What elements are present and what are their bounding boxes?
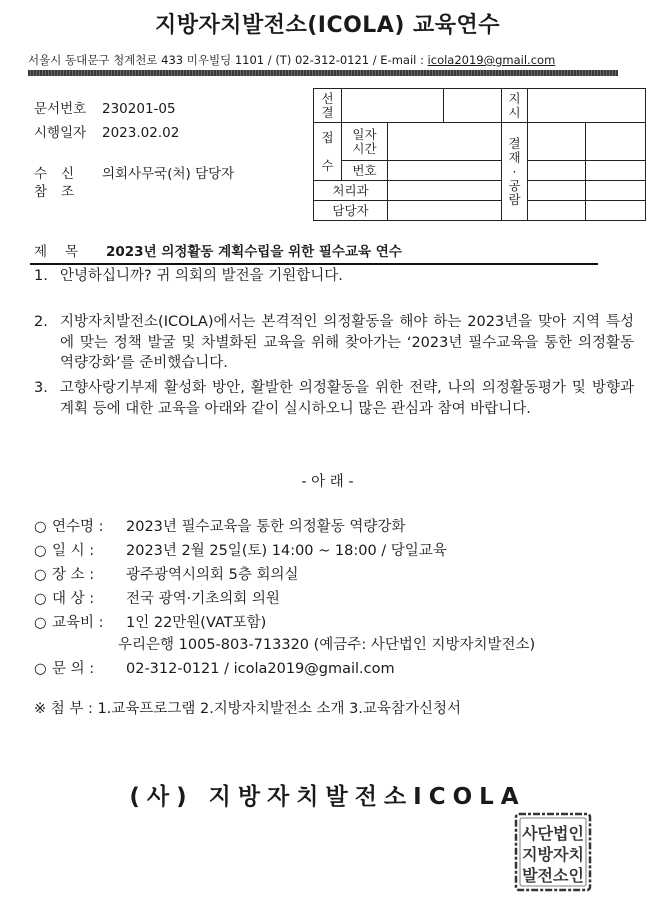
detail-label: 장 소 : [52,567,95,583]
paragraph-2 [34,312,634,374]
circle-bullet-icon: ○ [34,591,47,607]
seongyeol-sign-cell [342,89,444,123]
gyeoljae-gongram-cell: 결 재 · 공 람 [502,123,528,221]
number-cell: 번호 [342,161,388,181]
reference-label: 참조 [34,184,89,200]
paragraph-number: 1. [34,268,48,284]
subject-divider [30,263,598,265]
attachment-line: ※ 첨 부 : 1.교육프로그램 2.지방자치발전소 소개 3.교육참가신청서 [34,701,461,717]
circle-bullet-icon: ○ [34,519,47,535]
gyeoljae-sign-d [586,161,646,181]
number-value-cell [388,161,502,181]
detail-value: 2023년 필수교육을 통한 의정활동 역량강화 [126,519,406,535]
document-title: 지방자치발전소(ICOLA) 교육연수 [154,13,501,38]
seal-text-line-1: 사단법인 [522,824,584,843]
circle-bullet-icon: ○ [34,543,47,559]
gongram-sign-d [586,201,646,221]
issue-date-row [34,121,179,141]
header-divider [28,70,618,76]
paragraph-number: 3. [34,380,48,396]
paragraph-text: 고향사랑기부제 활성화 방안, 활발한 의정활동을 위한 전략, 나의 의정활동평가 및 방향과 계획 등에 대한 교육을 아래와 같이 실시하오니 많은 관심과 참여 바랍니다. [60,380,634,417]
paragraph-3 [34,378,634,419]
jisi-cell: 지 시 [502,89,528,123]
paragraph-text: 지방자치발전소(ICOLA)에서는 본격적인 의정활동을 해야 하는 2023년을 맞아 지역 특성에 맞는 정책 발굴 및 차별화된 교육을 위해 찾아가는 ‘2023년 필수교육을 통한 의정활동 역량강화’를 준비했습니다. [60,314,634,371]
issue-date-label: 시행일자 [34,125,87,141]
detail-label: 일 시 : [52,543,95,559]
official-seal-stamp [514,812,592,892]
subject-label: 제목 [34,244,97,260]
issuer-name: (사) 지방자치발전소ICOLA [129,784,526,810]
manager-cell: 담당자 [314,201,388,221]
gyeoljae-sign-b [586,123,646,161]
dept-cell: 처리과 [314,181,388,201]
detail-value: 02-312-0121 / icola2019@gmail.com [126,661,395,677]
reference-row [34,180,102,200]
date-time-cell: 일자 시간 [342,123,388,161]
detail-item-datetime [34,539,447,560]
subject-row [34,240,402,260]
dept-value-cell [388,181,502,201]
address-text: 서울시 동대문구 청계천로 433 미우빌딩 1101 / (T) 02-312-0121 / E-mail : [28,53,428,67]
detail-label: 교육비 : [52,615,104,631]
subject-text: 2023년 의정활동 계획수립을 위한 필수교육 연수 [106,244,402,260]
paragraph-number: 2. [34,314,48,330]
detail-item-target [34,587,280,608]
doc-number-label: 문서번호 [34,101,87,117]
seongyeol-cell: 선 결 [314,89,342,123]
circle-bullet-icon: ○ [34,615,47,631]
jeopsu-cell: 접 수 [314,123,342,181]
doc-number-value: 230201-05 [102,101,176,117]
email-link[interactable]: icola2019@gmail.com [427,53,556,67]
bank-account-line: 우리은행 1005-803-713320 (예금주: 사단법인 지방자치발전소) [118,637,536,653]
circle-bullet-icon: ○ [34,661,47,677]
date-time-value-cell [388,123,502,161]
jisi-sign-cell [528,89,646,123]
approval-table [313,88,646,221]
detail-value: 전국 광역·기초의회 의원 [126,591,280,607]
paragraph-1 [34,266,634,287]
detail-item-course [34,515,405,536]
detail-label: 문 의 : [52,661,95,677]
gyeoljae-sign-a [528,123,586,161]
gyeoljae-sign-c [528,161,586,181]
manager-value-cell [388,201,502,221]
issue-date-value: 2023.02.02 [102,125,180,141]
recipient-label: 수신 [34,166,89,182]
detail-item-place [34,563,299,584]
detail-label: 대 상 : [52,591,95,607]
recipient-value: 의회사무국(처) 담당자 [102,166,235,182]
doc-number-row [34,97,176,117]
circle-bullet-icon: ○ [34,567,47,583]
gongram-sign-a [528,181,586,201]
detail-item-fee [34,611,266,632]
gongram-sign-c [528,201,586,221]
paragraph-text: 안녕하십니까? 귀 의회의 발전을 기원합니다. [60,268,343,284]
seal-text-line-3: 발전소인 [522,866,584,885]
detail-item-contact [34,657,395,678]
detail-value: 2023년 2월 25일(토) 14:00 ~ 18:00 / 당일교육 [126,543,447,559]
detail-value: 1인 22만원(VAT포함) [126,615,267,631]
detail-value: 광주광역시의회 5층 회의실 [126,567,299,583]
detail-label: 연수명 : [52,519,104,535]
seal-text-line-2: 지방자치 [522,845,584,864]
address-line [28,52,555,68]
below-heading: - 아 래 - [301,474,354,490]
gongram-sign-b [586,181,646,201]
seongyeol-sign-cell-2 [444,89,502,123]
recipient-row [34,162,234,182]
